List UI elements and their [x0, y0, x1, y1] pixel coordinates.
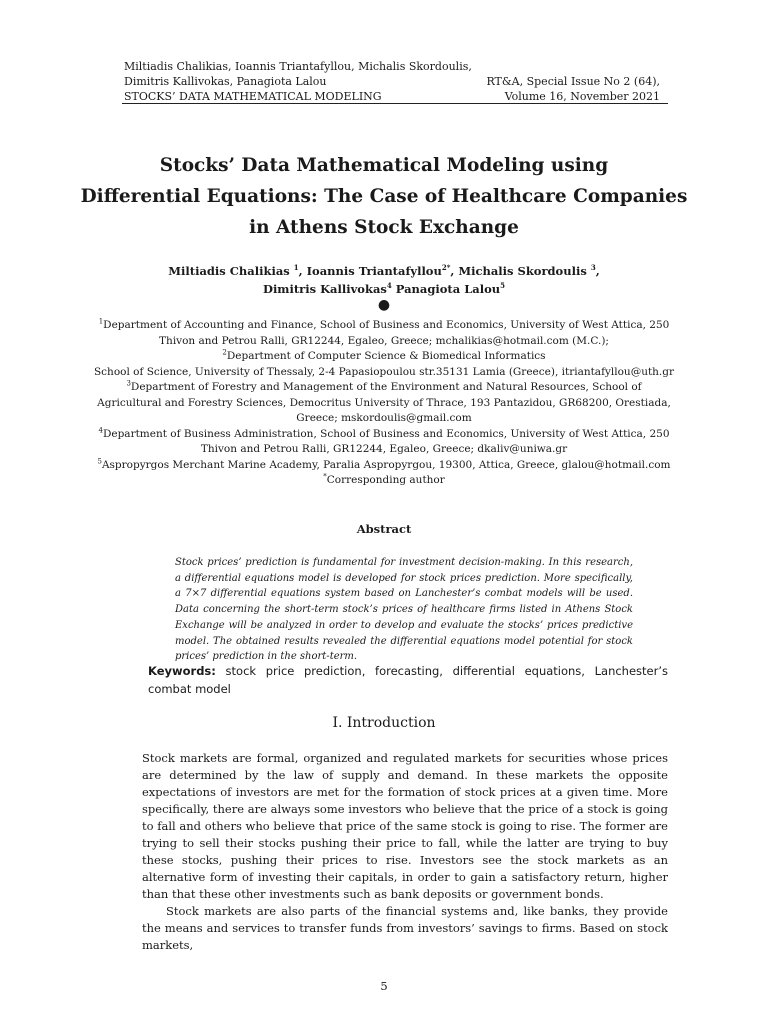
header-authors-line-2: Dimitris Kallivokas, Panagiota Lalou — [124, 75, 327, 88]
page-number: 5 — [380, 979, 388, 993]
author-affiliation-mark: 1 — [293, 263, 299, 273]
abstract-text: Stock prices’ prediction is fundamental for investment decision-making. In this research, a differential equations model is developed for stock prices prediction. More specifically, a 7×7 differential equations system based on Lanchester’s combat models will be used. Data concerning the short-term stock’s prices of healthcare firms listed in Athens Stock Exchange will be analyzed in order to develop and evaluate the stocks’ prices predictive model. The obtained results revealed the differential equations model potential for stock prices’ prediction in the short-term. — [175, 557, 633, 663]
affiliation-mark: 5 — [97, 457, 102, 465]
affiliation-text: Department of Accounting and Finance, School of Business and Economics, University of West Attica, 250 — [103, 319, 670, 331]
affiliation-3-line-1 — [40, 380, 728, 396]
author-name: Miltiadis Chalikias — [168, 264, 294, 278]
author-affiliation-mark: 2* — [441, 263, 451, 273]
corresponding-text: Corresponding author — [326, 474, 445, 486]
affiliation-mark: 2 — [222, 348, 227, 357]
title-line: Differential Equations: The Case of Healthcare Companies — [80, 186, 688, 207]
keywords — [148, 662, 668, 698]
affiliation-mark: 1 — [98, 317, 104, 326]
author-affiliation-mark: 5 — [500, 281, 506, 291]
author-name: Dimitris Kallivokas — [262, 282, 387, 296]
paragraph: Stock markets are formal, organized and regulated markets for securities whose prices are determined by the law of supply and demand. In these markets the opposite expectations of investors are met for the formation of stock prices at a given time. More specifically, there are always some investors who believe that the price of a stock is going to fall and others who believe that price of the same stock is going to rise. The former are trying to sell their stocks pushing their price to fall, while the latter are trying to buy these stocks, pushing their prices to rise. Investors see the stock markets as an alternative form of investing their capitals, in order to gain a satisfactory return, higher than that these other investments such as bank deposits or government bonds. — [142, 751, 668, 901]
author-separator: , — [595, 264, 600, 278]
affiliation-text: Department of Forestry and Management of the Environment and Natural Resources, School of — [130, 381, 642, 393]
header-authors-line-1: Miltiadis Chalikias, Ioannis Triantafyllou, Michalis Skordoulis, — [124, 60, 472, 73]
title-line: in Athens Stock Exchange — [249, 217, 519, 238]
corresponding-author-note — [40, 473, 728, 489]
author-affiliation-mark: 4 — [386, 281, 392, 291]
corresponding-mark: * — [323, 472, 327, 481]
paragraph: Stock markets are also parts of the financial systems and, like banks, they provide the means and services to transfer funds from investors’ savings to firms. Based on stock markets, — [142, 904, 668, 952]
affiliation-1-line-1 — [40, 318, 728, 334]
header-short-title: STOCKS’ DATA MATHEMATICAL MODELING — [124, 90, 382, 103]
author-name: , Ioannis Triantafyllou — [298, 264, 442, 278]
header-volume-date: Volume 16, November 2021 — [504, 90, 660, 103]
running-header-left — [124, 59, 472, 104]
header-rule — [122, 103, 668, 104]
keywords-label: Keywords: — [148, 664, 216, 678]
section-heading: I. Introduction — [332, 715, 436, 731]
affiliation-mark: 3 — [126, 379, 131, 388]
running-header-right — [486, 74, 660, 104]
title-line: Stocks’ Data Mathematical Modeling using — [159, 155, 609, 176]
affiliation-text: Department of Computer Science & Biomedical Informatics — [226, 350, 546, 362]
affiliation-mark: 4 — [98, 426, 103, 434]
bullet-separator: ● — [377, 297, 391, 313]
abstract-heading: Abstract — [356, 522, 412, 536]
affiliation-3-line-2: Agricultural and Forestry Sciences, Democritus University of Thrace, 193 Pantazidou, GR68200, Orestiada, — [97, 396, 671, 409]
paper-title — [60, 150, 708, 243]
author-name: Panagiota Lalou — [391, 282, 501, 296]
affiliation-1-line-2: Thivon and Petrou Ralli, GR12244, Egaleo, Greece; mchalikias@hotmail.com (M.C.); — [159, 334, 609, 347]
affiliation-5-line-1 — [40, 458, 728, 474]
body-text — [142, 750, 668, 954]
affiliation-text: Aspropyrgos Merchant Marine Academy, Paralia Aspropyrgou, 19300, Attica, Greece, glalou@hotmail.com — [101, 458, 671, 471]
author-name: , Michalis Skordoulis — [450, 264, 591, 278]
affiliation-2-line-2: School of Science, University of Thessaly, 2-4 Papasiopoulou str.35131 Lamia (Greece), itriantafyllou@uth.gr — [93, 365, 675, 378]
affiliation-4-line-1 — [40, 427, 728, 443]
author-line-2 — [100, 280, 668, 298]
affiliation-list — [40, 318, 728, 489]
affiliation-4-line-2: Thivon and Petrou Ralli, GR12244, Egaleo, Greece; dkaliv@uniwa.gr — [200, 443, 568, 455]
author-list — [100, 262, 668, 312]
author-affiliation-mark: 3 — [590, 263, 596, 273]
affiliation-3-line-3: Greece; mskordoulis@gmail.com — [296, 412, 472, 424]
affiliation-text: Department of Business Administration, School of Business and Economics, University of West Attica, 250 — [102, 427, 670, 440]
author-line-1 — [100, 262, 668, 280]
header-journal-issue: RT&A, Special Issue No 2 (64), — [486, 75, 660, 88]
affiliation-2-line-1 — [40, 349, 728, 365]
keywords-text: stock price prediction, forecasting, differential equations, Lanchester’s combat model — [148, 664, 668, 696]
